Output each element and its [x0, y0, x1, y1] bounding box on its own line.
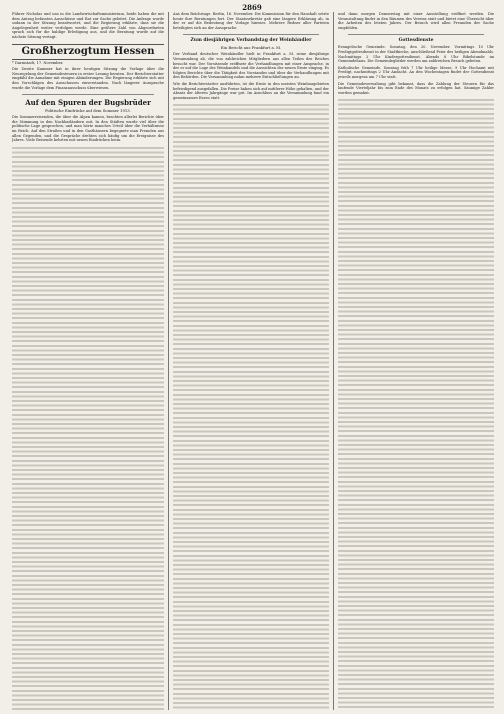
separator	[22, 94, 154, 95]
article-text: Wie die Berichterstatter ausführten, ist die Ernte in den meisten Weinbaugebieten befriedigend ausgefallen. Die Preise haben sich auf mittlerer Höhe gehalten, und der Absatz der älteren Jahrgänge war gut. Im Anschluss an die Versammlung fand ein gemeinsames Essen statt.	[173, 81, 329, 100]
article-text: Der Verband deutscher Weinhändler hielt in Frankfurt a. M. seine diesjährige Versammlung ab, die von zahlreichen Mitgliedern aus allen Teilen des Reiches besucht war. Der Vorsitzende eröffnete die Verhandlungen mit einer Ansprache, in der er auf die Lage des Weinhandels und die Aussichten der neuen Ernte einging. Es folgten Berichte über die Tätigkeit des Vorstandes und über die Verhandlungen mit den Behörden. Die Versammlung nahm mehrere Entschließungen an.	[173, 52, 329, 80]
article-block	[12, 12, 164, 40]
column-divider	[168, 12, 169, 710]
article-block	[338, 12, 494, 30]
article-block	[338, 38, 494, 95]
article-subheading: Ein Bericht aus Frankfurt a. M.	[220, 45, 282, 51]
text-continuation	[12, 147, 164, 710]
section-heading-hessen: Großherzogtum Hessen	[12, 44, 164, 60]
dateline: * Darmstadt, 17. November.	[12, 60, 64, 65]
article-text: Aus dem Reichstage. Berlin, 16. November. Die Kommission für den Haushalt setzte heute ihre Beratungen fort. Der Staatssekretär gab eine längere Erklärung ab, in der er auf die Bedeutung der Vorlage hinwies. Mehrere Redner aller Parteien beteiligten sich an der Aussprache.	[173, 12, 329, 30]
column-divider	[333, 12, 334, 710]
article-text: Die Zweite Kammer hat in ihrer heutigen Sitzung die Vorlage über die Neuregelung der Gemeindesteuern in erster Lesung beraten. Der Berichterstatter empfahl die Annahme mit einigen Abänderungen. Die Regierung erklärte sich mit den Vorschlägen des Ausschusses einverstanden. Nach längerer Aussprache wurde die Vorlage dem Finanzausschuss überwiesen.	[12, 67, 164, 90]
article-text: Katholische Gemeinde. Sonntag früh 7 Uhr heilige Messe, 9 Uhr Hochamt mit Predigt, nachmittags 2 Uhr Andacht. An den Wochentagen findet der Gottesdienst jeweils morgens um 7 Uhr statt.	[338, 65, 494, 79]
article-text: Die Sommerreisenden, die über die Alpen kamen, brachten allerlei Berichte über die Stimmung in den Nachbarländern mit. In den Städten wurde viel über die politische Lage gesprochen, und man hörte manches Urteil über die Verhältnisse im Reich. Auf den Straßen und in den Gasthäusern begegnete man Fremden aus allen Gegenden, und die Gespräche drehten sich häufig um die Ereignisse des Jahres. Viele Reisende kehrten mit neuen Eindrücken heim.	[12, 115, 164, 143]
article-block	[12, 98, 164, 143]
text-continuation	[173, 104, 329, 710]
separator	[183, 34, 319, 35]
left-column	[12, 12, 164, 710]
article-heading: Gottesdienste	[398, 38, 434, 44]
right-column	[338, 12, 494, 710]
separator	[348, 34, 484, 35]
text-continuation	[338, 99, 494, 710]
article-block	[173, 38, 329, 100]
feature-subheading: Politische Eindrücke auf dem Sommer 1913.	[45, 108, 131, 114]
article-text: Evangelische Gemeinde. Sonntag, den 20. November. Vormittags 10 Uhr Predigtgottesdienst in der Stadtkirche, anschließend Feier des heiligen Abendmahls. Nachmittags 2 Uhr Kindergottesdienst. Abends 8 Uhr Bibelstunde im Gemeindehaus. Die Gemeindeglieder werden um zahlreichen Besuch gebeten.	[338, 45, 494, 64]
article-heading: Zum diesjährigen Verbandstag der Weinhändler	[190, 38, 312, 44]
feature-heading: Auf den Spuren der Bugsbrüder	[25, 98, 151, 108]
article-text: und dann morgen Donnerstag mit einer Ausstellung eröffnet werden. Die Veranstaltung findet in den Räumen des Vereins statt und bietet eine Übersicht über die Arbeiten des letzten Jahres. Der Besuch wird allen Freunden der Sache empfohlen.	[338, 12, 494, 30]
article-block	[173, 12, 329, 30]
page-number: 2869	[242, 3, 262, 12]
article-text: Die Gemeindeverwaltung gibt bekannt, dass die Zahlung der Steuern für das laufende Vierteljahr bis zum Ende des Monats zu erfolgen hat. Säumige Zahler werden gemahnt.	[338, 81, 494, 95]
middle-column	[173, 12, 329, 710]
article-text: Führer Nicholas und uns in die Landwirtschaftsministerium, beide haben die mit dem Antrag befassten Ausschüsse und Rat zur Sache geleitet. Die Anfrage wurde sodann in der Sitzung beantwortet, und die Regierung erklärte, dass sie die Angelegenheit weiter verfolgen werde. Eine größere Zahl von Abgeordneten sprach sich für die baldige Erledigung aus, und die Beratung wurde auf die nächste Sitzung vertagt.	[12, 12, 164, 39]
article-block	[12, 44, 164, 91]
